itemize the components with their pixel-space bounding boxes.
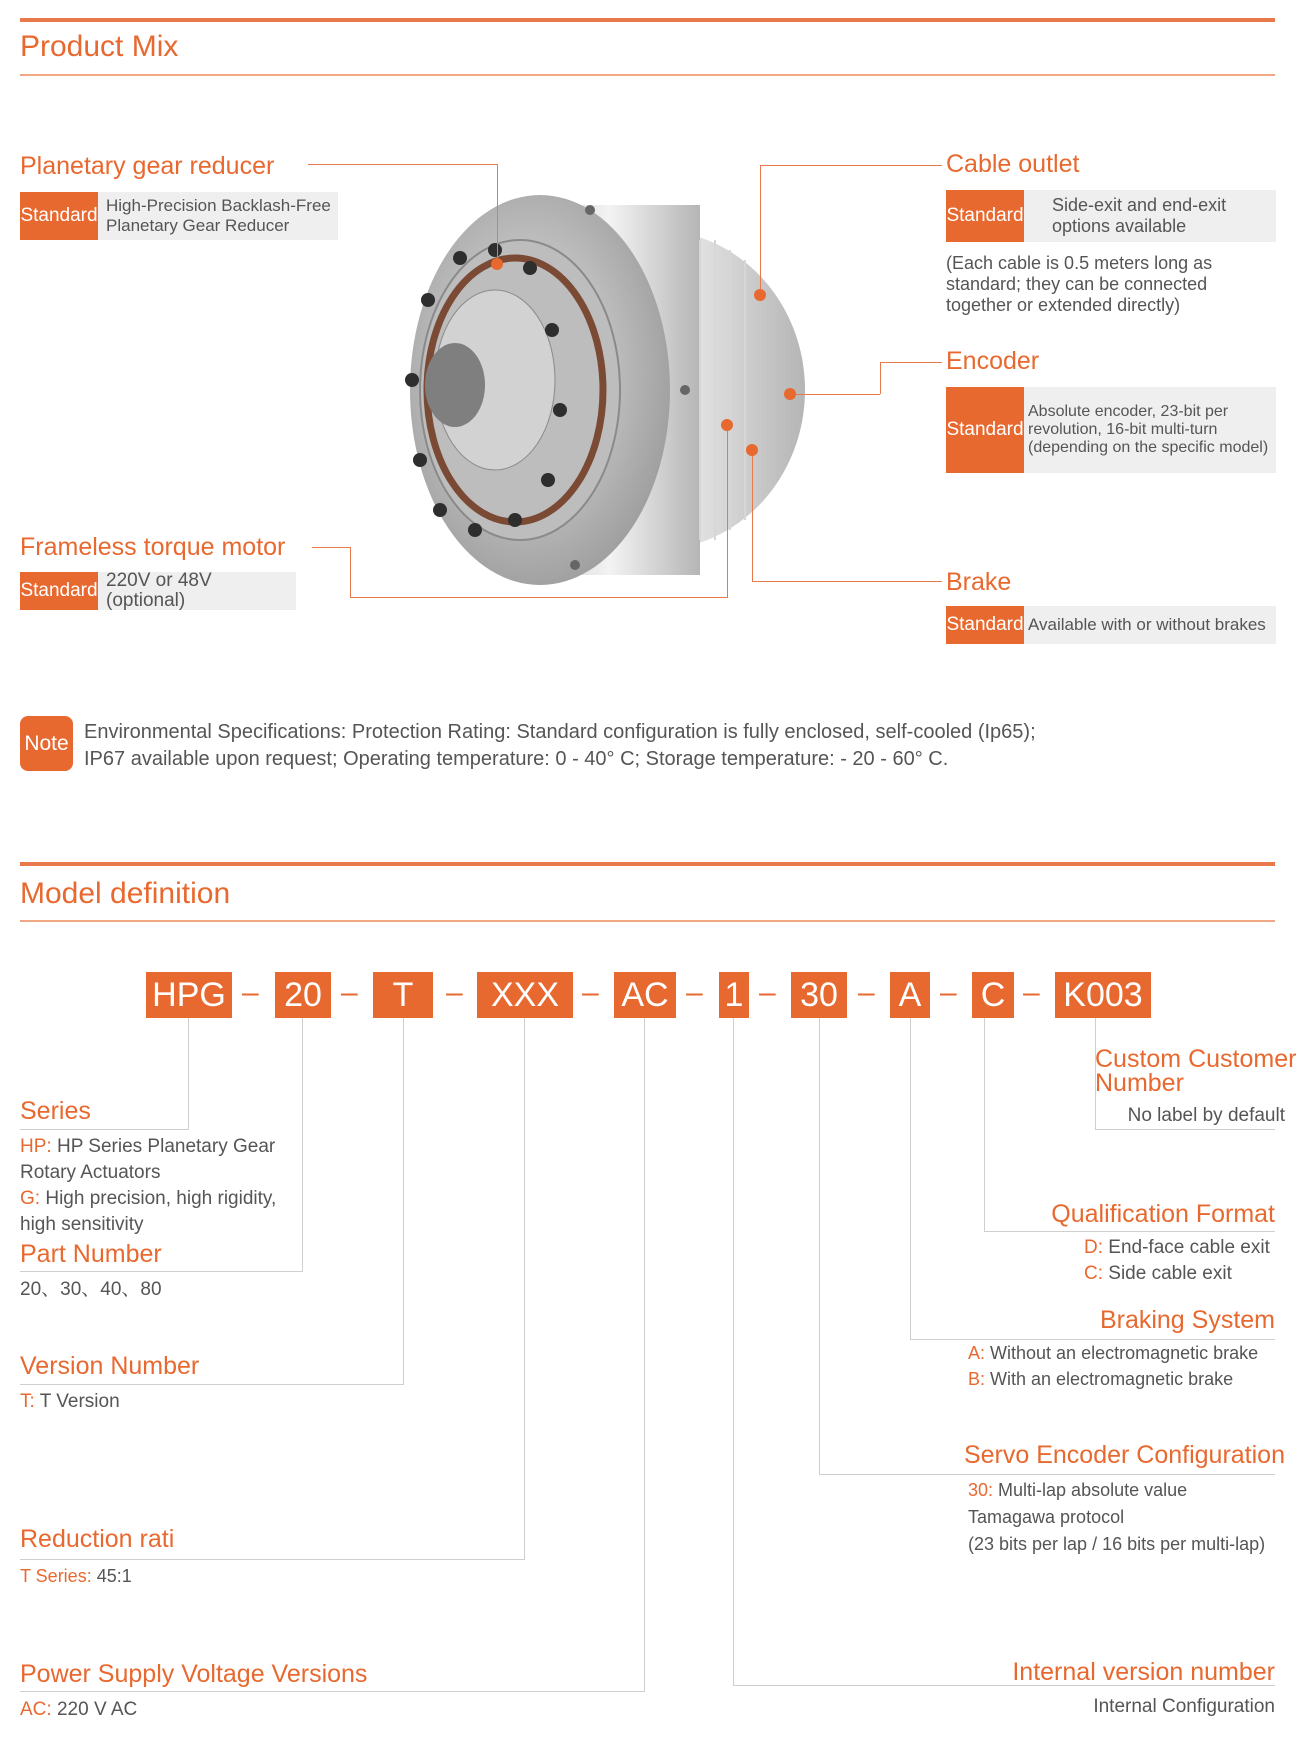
custom-title-2: Number [1095,1069,1184,1097]
reduction-desc [20,1563,132,1589]
series-title: Series [20,1097,91,1125]
power-title: Power Supply Voltage Versions [20,1660,368,1688]
brake-title: Brake [946,568,1012,596]
code-dash: – [940,976,957,1009]
frameless-text: 220V or 48V (optional) [106,570,212,611]
connector-line [312,547,350,548]
version-desc [20,1389,120,1415]
connector-line [403,1018,404,1385]
code-dash: – [858,976,875,1009]
connector-line [644,1018,645,1692]
connector-dot [491,258,503,270]
connector-line [20,1129,189,1130]
planetary-title: Planetary gear reducer [20,152,275,180]
code-dash: – [759,976,776,1009]
series-val-g-2: high sensitivity [20,1214,144,1235]
section-rule-top [20,18,1275,22]
series-val-hp-2: Rotary Actuators [20,1162,161,1183]
braking-key-b: B: [968,1369,986,1389]
version-val: T Version [34,1391,120,1412]
note-badge: Note [20,716,73,771]
connector-line [880,362,881,394]
part-number-title: Part Number [20,1240,162,1268]
code-part-number: 20 [275,972,331,1018]
connector-dot [721,419,733,431]
code-dash: – [582,976,599,1009]
version-key: T: [20,1391,35,1412]
power-desc [20,1697,137,1723]
connector-line [20,1271,303,1272]
qualification-desc [1084,1235,1270,1287]
code-internal: 1 [719,972,749,1018]
planetary-text-1: High-Precision Backlash-Free [106,196,331,215]
standard-tag: Standard [20,192,98,240]
braking-key-a: A: [968,1343,986,1363]
code-dash: – [242,976,259,1009]
frameless-title: Frameless torque motor [20,533,286,561]
cable-note-2: standard; they can be connected [946,274,1208,294]
code-voltage: AC [614,972,676,1018]
connector-line [188,1018,189,1130]
series-key-hp: HP: [20,1136,52,1157]
connector-line [752,450,753,581]
connector-line [819,1018,820,1475]
section-rule-top [20,862,1275,866]
section-rule-bottom [20,920,1275,922]
internal-desc: Internal Configuration [1093,1696,1275,1717]
code-brake: A [890,972,930,1018]
series-desc [20,1134,276,1238]
cable-note [946,253,1212,316]
brake-text: Available with or without brakes [1028,615,1266,634]
braking-val-a: Without an electromagnetic brake [985,1343,1259,1363]
connector-line [524,1018,525,1560]
reduction-key: T Series: [20,1566,92,1586]
connector-line [350,597,728,598]
encoder-text-3: (depending on the specific model) [1028,439,1269,456]
custom-title [1095,1047,1296,1095]
servo-val-1: Multi-lap absolute value [993,1480,1188,1500]
code-dash: – [341,976,358,1009]
note-line-2: IP67 available upon request; Operating temperature: 0 - 40° C; Storage temperature: - 20 - 60° C. [84,748,949,770]
connector-dot [746,444,758,456]
servo-desc [968,1477,1265,1558]
power-val: 220 V AC [51,1699,138,1720]
braking-desc [968,1340,1258,1392]
qualification-val-c: Side cable exit [1103,1263,1232,1284]
connector-line [984,1231,1275,1232]
connector-line [760,165,942,166]
qualification-key-c: C: [1084,1263,1103,1284]
cable-text-1: Side-exit and end-exit [1052,195,1227,215]
qualification-val-d: End-face cable exit [1103,1237,1270,1258]
section-rule-bottom [20,74,1275,76]
code-series: HPG [146,972,232,1018]
connector-line [20,1384,404,1385]
encoder-title: Encoder [946,347,1040,375]
planetary-text-2: Planetary Gear Reducer [106,216,290,235]
code-reduction: XXX [477,972,573,1018]
code-custom: K003 [1055,972,1151,1018]
cable-title: Cable outlet [946,150,1080,178]
series-key-g: G: [20,1188,41,1209]
connector-line [819,1474,1275,1475]
servo-val-2: Tamagawa protocol [968,1507,1125,1527]
cable-text-2: options available [1052,216,1187,236]
connector-dot [784,388,796,400]
connector-line [20,1559,525,1560]
brake-spec-box [946,606,1276,644]
connector-line [984,1018,985,1232]
planetary-spec-box [20,192,338,240]
qualification-title: Qualification Format [1051,1200,1275,1228]
standard-tag: Standard [946,606,1024,644]
servo-title: Servo Encoder Configuration [963,1441,1285,1469]
connector-line [760,165,761,295]
cable-note-1: (Each cable is 0.5 meters long as [946,253,1213,273]
part-number-values: 20、30、40、80 [20,1279,162,1300]
version-title: Version Number [20,1352,200,1380]
standard-tag: Standard [946,190,1024,242]
reduction-title: Reduction rati [20,1525,175,1553]
standard-tag: Standard [946,387,1024,473]
code-version: T [373,972,433,1018]
reduction-val: 45:1 [91,1566,132,1586]
connector-line [1095,1129,1275,1130]
connector-line [752,581,942,582]
actuator-image [400,180,830,600]
frameless-spec-box [20,572,296,610]
connector-line [302,1018,303,1272]
encoder-spec-box [946,387,1276,473]
encoder-text-1: Absolute encoder, 23-bit per [1028,403,1229,420]
code-dash: – [446,976,463,1009]
braking-title: Braking System [1099,1306,1275,1334]
custom-title-1: Custom Customer [1095,1045,1297,1073]
connector-line [727,425,728,597]
connector-line [880,362,942,363]
connector-line [790,394,880,395]
connector-dot [754,289,766,301]
qualification-key-d: D: [1084,1237,1103,1258]
standard-tag: Standard [20,572,98,610]
code-dash: – [686,976,703,1009]
connector-line [308,164,498,165]
series-val-g: High precision, high rigidity, [40,1188,277,1209]
connector-line [497,164,498,264]
connector-line [733,1018,734,1686]
encoder-text-2: revolution, 16-bit multi-turn [1028,421,1218,438]
product-mix-title: Product Mix [20,30,179,63]
series-val-hp: HP Series Planetary Gear [51,1136,276,1157]
servo-val-3: (23 bits per lap / 16 bits per multi-lap) [968,1534,1266,1554]
braking-val-b: With an electromagnetic brake [985,1369,1234,1389]
cable-spec-box [946,190,1276,242]
connector-line [20,1691,645,1692]
connector-line [350,547,351,597]
internal-title: Internal version number [1012,1658,1275,1686]
power-key: AC: [20,1699,52,1720]
model-definition-title: Model definition [20,877,231,910]
cable-note-3: together or extended directly) [946,295,1181,315]
code-dash: – [1023,976,1040,1009]
connector-line [910,1018,911,1340]
code-qualification: C [972,972,1014,1018]
note-text [84,719,1036,773]
code-encoder: 30 [791,972,847,1018]
note-line-1: Environmental Specifications: Protection Rating: Standard configuration is fully enclosed, self-cooled (Ip65); [84,721,1036,743]
servo-key: 30: [968,1480,994,1500]
custom-desc: No label by default [1127,1105,1285,1126]
